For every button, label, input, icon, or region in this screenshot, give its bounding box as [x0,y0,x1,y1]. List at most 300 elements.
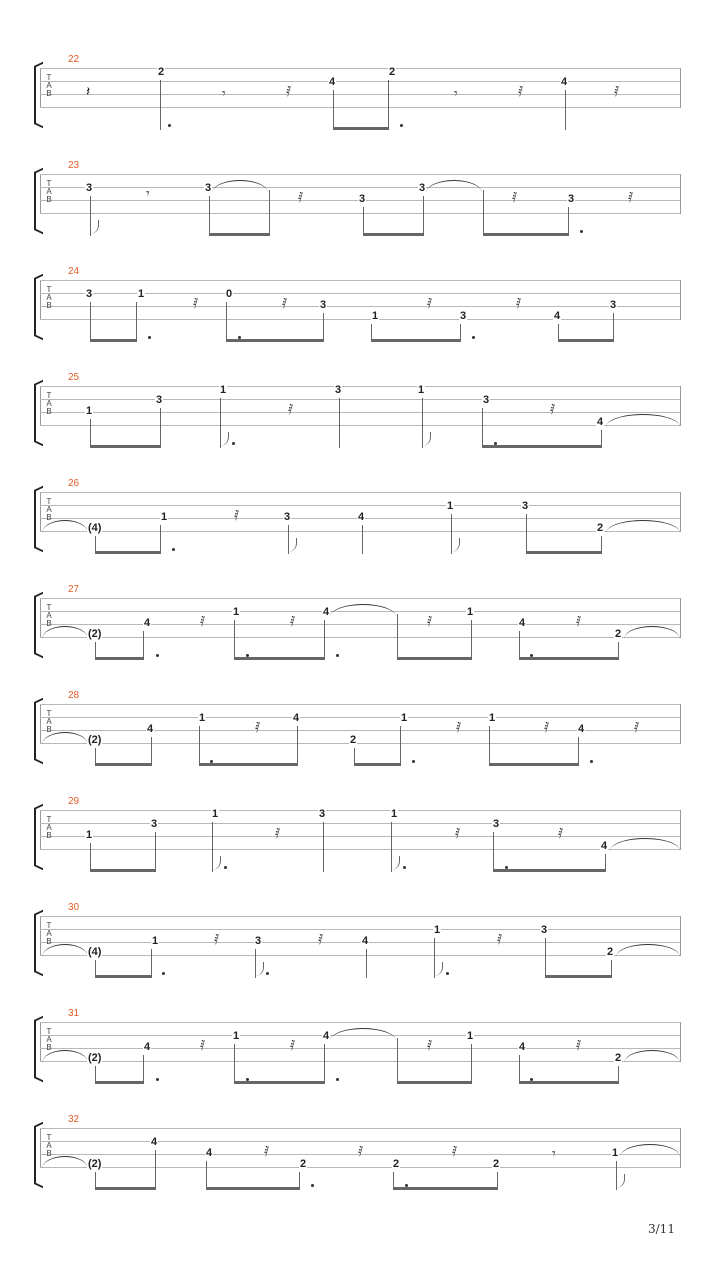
string-line [40,624,681,625]
dot [156,1078,159,1081]
note-stem [519,631,520,660]
beam [95,763,152,766]
end-barline [680,1128,681,1168]
string-line [40,1141,681,1142]
note-stem [206,1161,207,1190]
dot [580,230,583,233]
fret-number: 3 [284,511,291,523]
left-barline [40,1022,41,1062]
fret-number: 4 [597,416,604,428]
dot [168,124,171,127]
fret-number: 3 [319,808,326,820]
tab-system-25 [0,372,720,476]
fret-number: 4 [601,840,608,852]
tab-clef: T A B [46,1027,52,1052]
32nd-rest-icon: 𝅀 [544,719,550,735]
beam [483,233,569,236]
32nd-rest-icon: 𝅀 [628,189,634,205]
dot [162,972,165,975]
string-line [40,955,681,956]
note-stem [226,302,227,342]
measure-number: 27 [68,584,80,595]
flag [422,432,431,446]
fret-number: 1 [467,1030,474,1042]
fret-number: 3 [522,500,529,512]
note-stem [362,525,363,554]
note-stem [423,196,424,236]
string-line [40,505,681,506]
32nd-rest-icon: 𝅀 [298,189,304,205]
fret-number: 1 [138,288,145,300]
string-line [40,81,681,82]
system-bracket [34,702,43,760]
fret-number: 1 [199,712,206,724]
string-line [40,1128,681,1129]
beam [489,763,579,766]
32nd-rest-icon: 𝅀 [275,825,281,841]
string-line [40,704,681,705]
note-stem [155,832,156,872]
end-barline [680,704,681,744]
flag [220,432,229,446]
beam [234,657,325,660]
note-stem [90,419,91,448]
note-stem [388,80,389,130]
32nd-rest-icon: 𝅀 [634,719,640,735]
fret-number: 4 [206,1147,213,1159]
note-stem [136,302,137,342]
note-stem [333,90,334,130]
dot [590,760,593,763]
fret-number: 4 [293,712,300,724]
string-line [40,531,681,532]
beam [397,657,472,660]
32nd-rest-icon: 𝅀 [427,1037,433,1053]
note-stem [397,614,398,660]
tab-clef: T A B [46,1133,52,1158]
note-stem [526,514,527,554]
beam [493,869,606,872]
left-barline [40,68,41,108]
measure-number: 28 [68,690,80,701]
beam [226,339,324,342]
beam [363,233,424,236]
fret-number: 4 [323,606,330,618]
string-line [40,823,681,824]
end-barline [680,280,681,320]
left-barline [40,810,41,850]
fret-number: 3 [493,818,500,830]
dot [336,654,339,657]
note-stem [297,726,298,766]
beam [371,339,461,342]
32nd-rest-icon: 𝅀 [214,931,220,947]
fret-number: 3 [320,299,327,311]
fret-number: 1 [86,829,93,841]
flag [616,1174,625,1188]
fret-number: 4 [358,511,365,523]
32nd-rest-icon: 𝅀 [255,719,261,735]
fret-number: 4 [578,723,585,735]
tie [610,838,680,851]
beam [95,1081,144,1084]
tab-system-29 [0,796,720,900]
dot [148,336,151,339]
32nd-rest-icon: 𝅀 [614,83,620,99]
string-line [40,929,681,930]
beam [397,1081,472,1084]
system-bracket [34,278,43,336]
tab-clef: T A B [46,603,52,628]
system-bracket [34,914,43,972]
measure-number: 31 [68,1008,80,1019]
beam [519,1081,619,1084]
tab-clef: T A B [46,921,52,946]
32nd-rest-icon: 𝅀 [427,295,433,311]
left-barline [40,704,41,744]
tie [620,1144,680,1157]
fret-number: 2 [300,1158,307,1170]
end-barline [680,916,681,956]
beam [95,657,144,660]
fret-number: 4 [329,76,336,88]
note-stem [324,620,325,660]
fret-number: (4) [88,522,102,534]
dot [311,1184,314,1187]
dot [232,442,235,445]
tie [330,604,396,617]
fret-number: 4 [554,310,561,322]
string-line [40,107,681,108]
32nd-rest-icon: 𝅀 [452,1143,458,1159]
note-stem [234,1044,235,1084]
32nd-rest-icon: 𝅀 [264,1143,270,1159]
string-line [40,386,681,387]
fret-number: 1 [233,606,240,618]
32nd-rest-icon: 𝅀 [427,613,433,629]
tie [330,1028,396,1041]
fret-number: 2 [607,946,614,958]
dot [403,866,406,869]
measure-number: 25 [68,372,80,383]
note-stem [578,737,579,766]
fret-number: 4 [151,1136,158,1148]
note-stem [269,190,270,236]
fret-number: 1 [391,808,398,820]
fret-number: 1 [233,1030,240,1042]
tab-system-23 [0,160,720,264]
fret-number: 3 [359,193,366,205]
end-barline [680,174,681,214]
string-line [40,849,681,850]
system-bracket [34,172,43,230]
system-bracket [34,808,43,866]
note-stem [493,832,494,872]
fret-number: 2 [597,522,604,534]
beam [95,1187,156,1190]
tab-clef: T A B [46,497,52,522]
fret-number: 4 [519,617,526,629]
string-line [40,187,681,188]
fret-number: (2) [88,628,102,640]
tie [212,180,268,193]
note-stem [613,313,614,342]
note-stem [199,726,200,766]
beam [209,233,270,236]
tab-clef: T A B [46,709,52,734]
32nd-rest-icon: 𝅀 [550,401,556,417]
32nd-rest-icon: 𝅀 [290,1037,296,1053]
left-barline [40,280,41,320]
string-line [40,810,681,811]
flag [288,538,297,552]
fret-number: 1 [212,808,219,820]
tab-system-32 [0,1114,720,1218]
beam [354,763,401,766]
fret-number: 3 [335,384,342,396]
measure-number: 26 [68,478,80,489]
fret-number: (2) [88,734,102,746]
beam [558,339,614,342]
string-line [40,836,681,837]
fret-number: 4 [144,1041,151,1053]
tie [606,520,680,533]
eighth-rest-icon: 𝄾 [146,185,150,201]
string-line [40,1061,681,1062]
note-stem [160,80,161,130]
string-line [40,598,681,599]
note-stem [234,620,235,660]
fret-number: 2 [615,1052,622,1064]
note-stem [155,1150,156,1190]
beam [206,1187,300,1190]
note-stem [400,726,401,766]
fret-number: 2 [158,66,165,78]
eighth-rest-icon: 𝄾 [222,85,226,101]
flag [212,856,221,870]
fret-number: 2 [393,1158,400,1170]
string-line [40,399,681,400]
fret-number: 1 [372,310,379,322]
32nd-rest-icon: 𝅀 [286,83,292,99]
32nd-rest-icon: 𝅀 [576,613,582,629]
fret-number: 1 [220,384,227,396]
string-line [40,412,681,413]
beam [545,975,612,978]
fret-number: 4 [519,1041,526,1053]
tab-clef: T A B [46,73,52,98]
string-line [40,916,681,917]
string-line [40,425,681,426]
beam [95,551,161,554]
quarter-rest-icon: 𝄽 [86,83,91,99]
note-stem [209,196,210,236]
dot [156,654,159,657]
fret-number: 2 [493,1158,500,1170]
dot [172,548,175,551]
dot [266,972,269,975]
note-stem [323,313,324,342]
32nd-rest-icon: 𝅀 [200,1037,206,1053]
page-number: 3/11 [648,1222,675,1236]
fret-number: 3 [460,310,467,322]
fret-number: 1 [612,1147,619,1159]
fret-number: 1 [489,712,496,724]
end-barline [680,810,681,850]
fret-number: 3 [483,394,490,406]
tab-system-27 [0,584,720,688]
tab-clef: T A B [46,179,52,204]
fret-number: 3 [255,935,262,947]
note-stem [483,190,484,236]
measure-number: 30 [68,902,80,913]
fret-number: 0 [226,288,233,300]
fret-number: 4 [144,617,151,629]
end-barline [680,1022,681,1062]
fret-number: 3 [86,182,93,194]
note-stem [471,620,472,660]
tie [624,1050,680,1063]
32nd-rest-icon: 𝅀 [282,295,288,311]
tie [606,414,680,427]
left-barline [40,174,41,214]
32nd-rest-icon: 𝅀 [288,401,294,417]
left-barline [40,1128,41,1168]
beam [95,975,152,978]
32nd-rest-icon: 𝅀 [318,931,324,947]
note-stem [151,949,152,978]
note-stem [519,1055,520,1084]
dot [412,760,415,763]
system-bracket [34,1020,43,1078]
fret-number: 4 [323,1030,330,1042]
string-line [40,280,681,281]
fret-number: 1 [401,712,408,724]
measure-number: 24 [68,266,80,277]
fret-number: 4 [362,935,369,947]
beam [199,763,298,766]
32nd-rest-icon: 𝅀 [456,719,462,735]
beam [393,1187,498,1190]
beam [333,127,389,130]
note-stem [90,302,91,342]
dot [400,124,403,127]
measure-number: 32 [68,1114,80,1125]
fret-number: 2 [389,66,396,78]
flag [434,962,443,976]
tab-system-26 [0,478,720,582]
32nd-rest-icon: 𝅀 [558,825,564,841]
fret-number: 3 [156,394,163,406]
string-line [40,492,681,493]
fret-number: 3 [541,924,548,936]
eighth-rest-icon: 𝄾 [454,85,458,101]
eighth-rest-icon: 𝄾 [552,1145,556,1161]
beam [90,445,161,448]
beam [526,551,602,554]
string-line [40,1048,681,1049]
string-line [40,1167,681,1168]
note-stem [90,843,91,872]
note-stem [545,938,546,978]
end-barline [680,598,681,638]
fret-number: 3 [205,182,212,194]
beam [234,1081,325,1084]
tab-clef: T A B [46,285,52,310]
flag [255,962,264,976]
beam [519,657,619,660]
dot [446,972,449,975]
string-line [40,68,681,69]
fret-number: 1 [86,405,93,417]
note-stem [151,737,152,766]
left-barline [40,492,41,532]
system-bracket [34,490,43,548]
left-barline [40,386,41,426]
tie [616,944,680,957]
dot [336,1078,339,1081]
tab-clef: T A B [46,391,52,416]
32nd-rest-icon: 𝅀 [290,613,296,629]
fret-number: (2) [88,1052,102,1064]
fret-number: 4 [147,723,154,735]
fret-number: 1 [434,924,441,936]
string-line [40,637,681,638]
flag [391,856,400,870]
measure-number: 29 [68,796,80,807]
end-barline [680,68,681,108]
tie [624,626,680,639]
note-stem [397,1038,398,1084]
end-barline [680,492,681,532]
tab-system-30 [0,902,720,1006]
note-stem [363,207,364,236]
fret-number: 1 [418,384,425,396]
note-stem [568,207,569,236]
tab-system-22 [0,54,720,158]
32nd-rest-icon: 𝅀 [576,1037,582,1053]
tab-clef: T A B [46,815,52,840]
tie [426,180,482,193]
32nd-rest-icon: 𝅀 [516,295,522,311]
string-line [40,1022,681,1023]
string-line [40,213,681,214]
note-stem [323,822,324,872]
left-barline [40,598,41,638]
fret-number: 3 [151,818,158,830]
note-stem [339,398,340,448]
fret-number: 3 [568,193,575,205]
tab-system-28 [0,690,720,794]
fret-number: 1 [161,511,168,523]
note-stem [565,90,566,130]
fret-number: (4) [88,946,102,958]
system-bracket [34,66,43,124]
fret-number: 3 [610,299,617,311]
tab-system-31 [0,1008,720,1112]
fret-number: 3 [419,182,426,194]
string-line [40,174,681,175]
flag [451,538,460,552]
flag [90,220,99,234]
fret-number: 2 [350,734,357,746]
system-bracket [34,1126,43,1184]
32nd-rest-icon: 𝅀 [455,825,461,841]
note-stem [489,726,490,766]
note-stem [160,525,161,554]
system-bracket [34,384,43,442]
string-line [40,94,681,95]
